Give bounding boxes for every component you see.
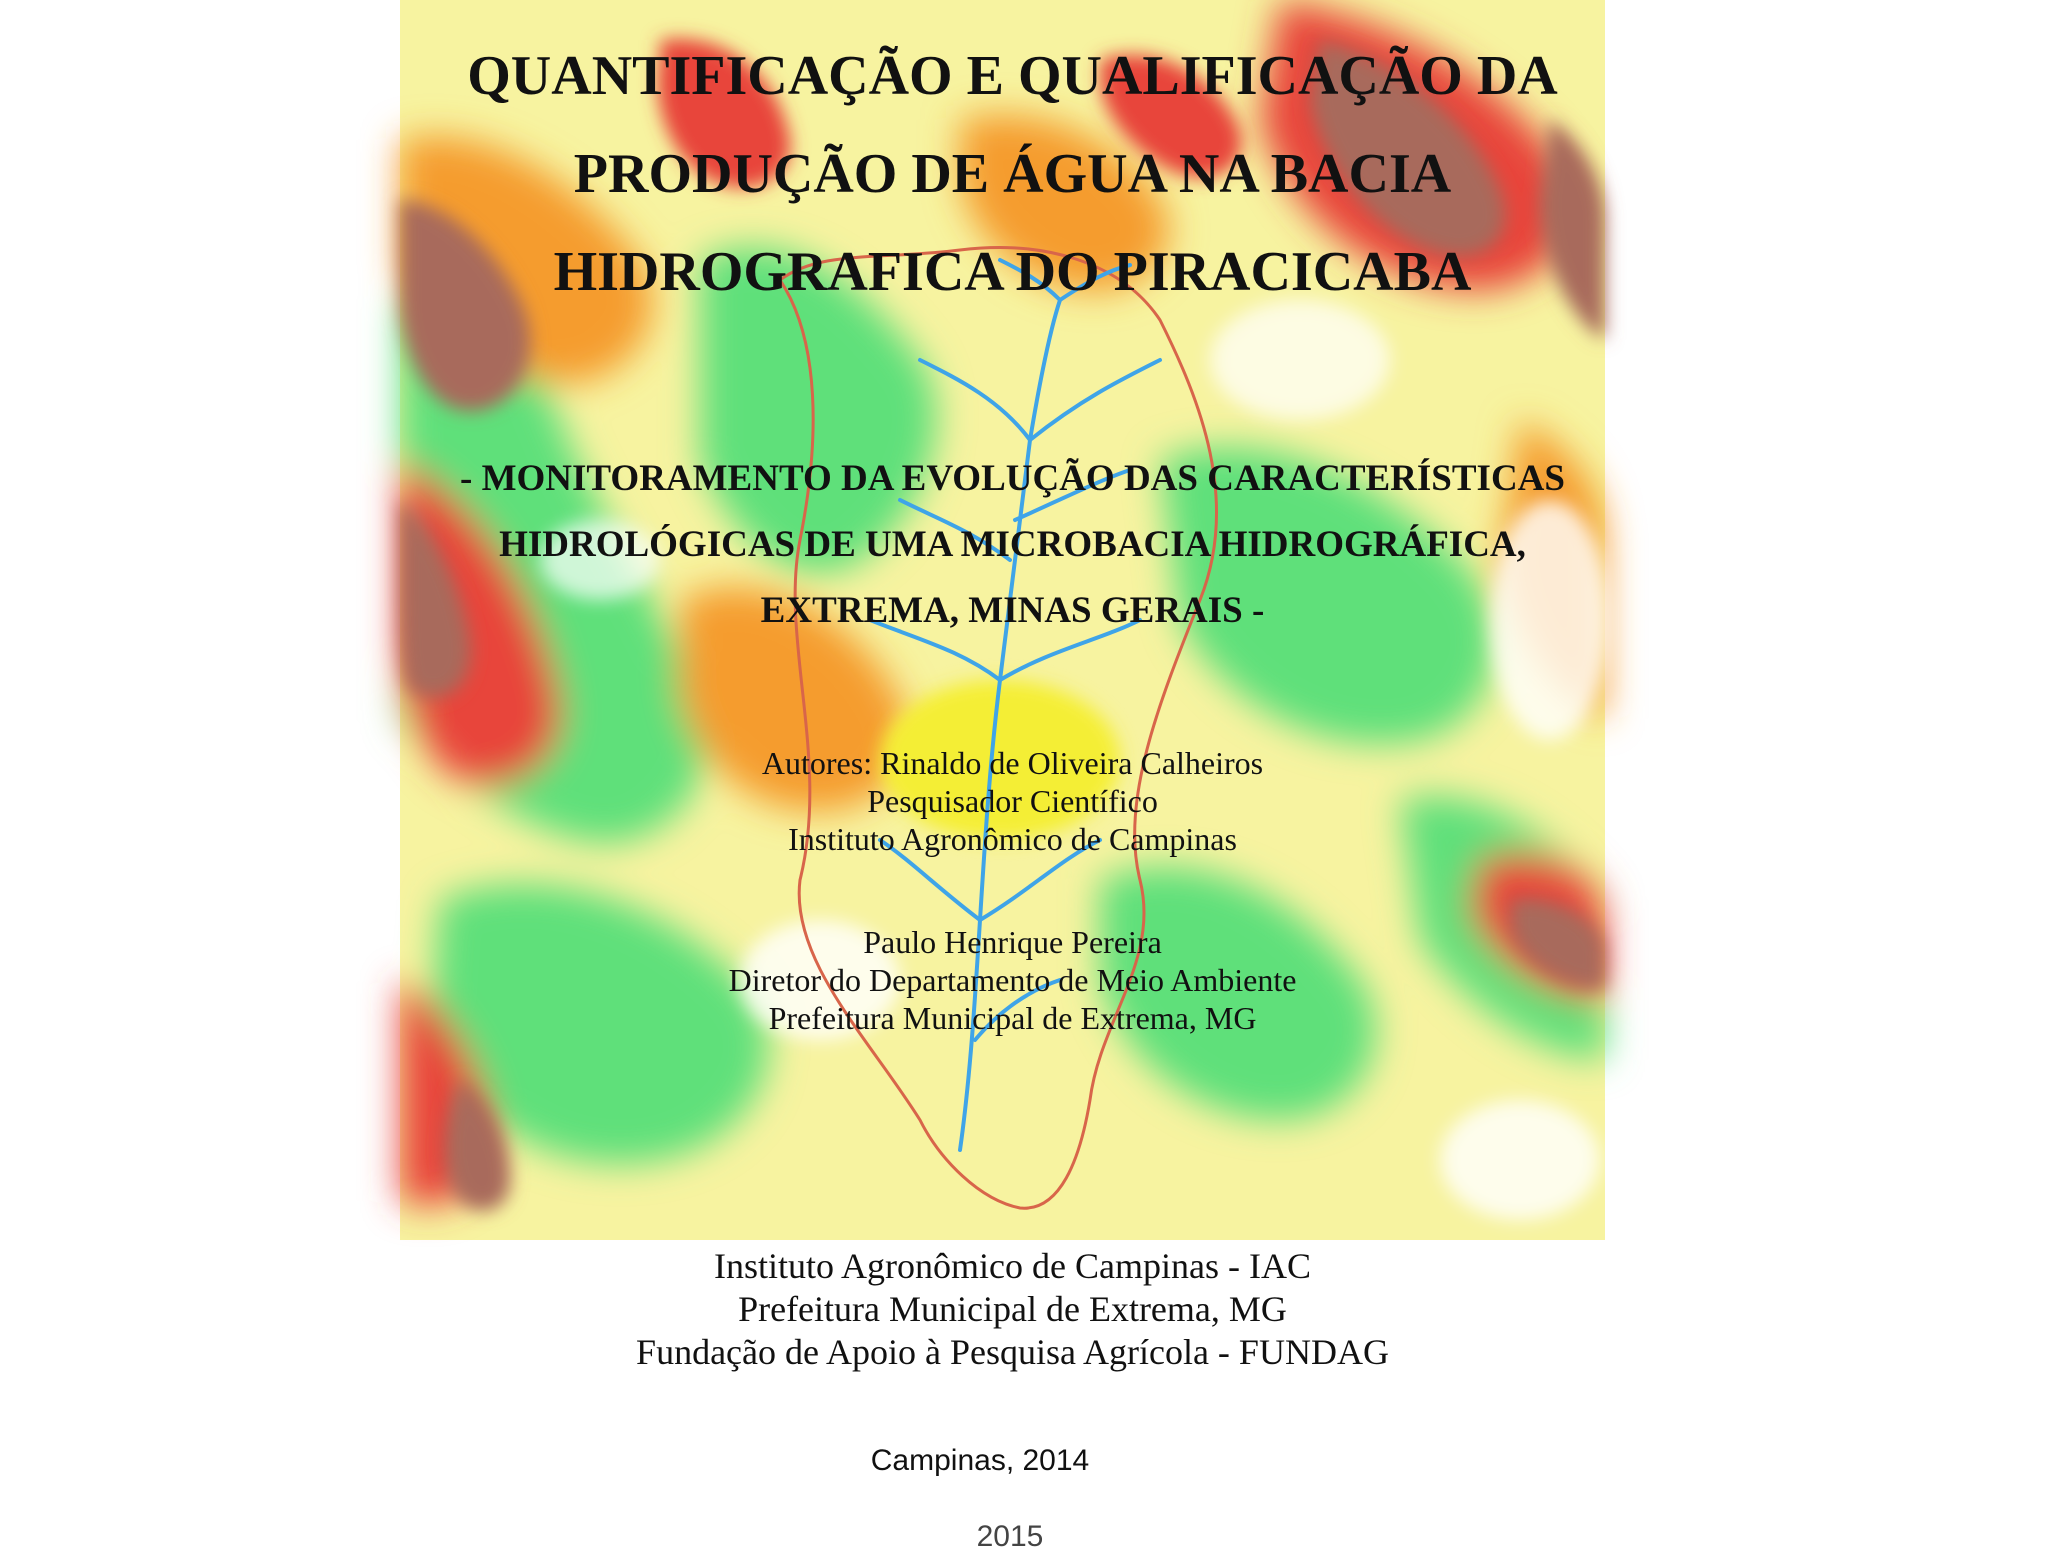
subtitle-line-2: HIDROLÓGICAS DE UMA MICROBACIA HIDROGRÁFICA, [499, 524, 1526, 565]
author-2-name: Paulo Henrique Pereira [863, 924, 1162, 960]
institution-line: Fundação de Apoio à Pesquisa Agrícola - FUNDAG [636, 1332, 1389, 1372]
title-line-1: QUANTIFICAÇÃO E QUALIFICAÇÃO DA [467, 45, 1558, 107]
author-1-name: Autores: Rinaldo de Oliveira Calheiros [761, 745, 1264, 781]
author-1-org: Instituto Agronômico de Campinas [788, 821, 1237, 857]
title-line-2: PRODUÇÃO DE ÁGUA NA BACIA [573, 143, 1452, 205]
subtitle-line-3: EXTREMA, MINAS GERAIS - [760, 590, 1265, 631]
city-year: Campinas, 2014 [870, 1444, 1090, 1477]
document-subtitle [400, 446, 1625, 644]
author-block-2 [400, 923, 1625, 1037]
institution-line: Instituto Agronômico de Campinas - IAC [714, 1246, 1311, 1286]
author-2-org: Prefeitura Municipal de Extrema, MG [768, 1000, 1257, 1036]
author-1-role: Pesquisador Científico [867, 783, 1158, 819]
author-block-1 [400, 744, 1625, 858]
institutions-block [400, 1245, 1625, 1374]
institution-line: Prefeitura Municipal de Extrema, MG [738, 1289, 1287, 1329]
document-title [400, 27, 1625, 321]
cut-off-page-number: 2015 [976, 1520, 1044, 1553]
title-line-3: HIDROGRAFICA DO PIRACICABA [553, 241, 1472, 303]
subtitle-line-1: - MONITORAMENTO DA EVOLUÇÃO DAS CARACTERÍSTICAS [460, 458, 1565, 499]
author-2-role: Diretor do Departamento de Meio Ambiente [728, 962, 1297, 998]
